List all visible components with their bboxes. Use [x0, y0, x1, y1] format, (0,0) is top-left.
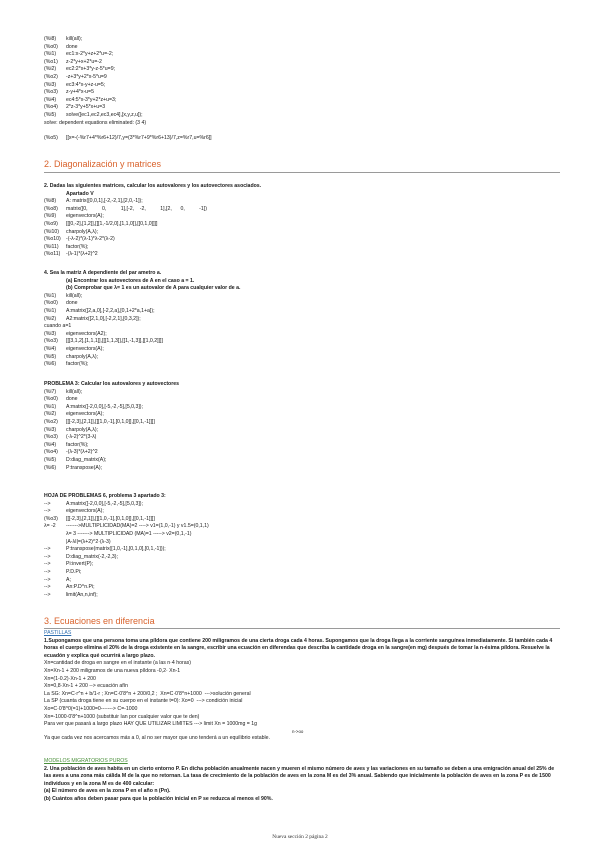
line-tag: (%o2) [44, 418, 58, 425]
maxima-session-4 [44, 389, 564, 473]
pastillas-label: PASTILLAS [44, 630, 72, 636]
code-line [44, 465, 564, 473]
line-tag: (%i6) [44, 464, 57, 471]
line-content: A2:matrix([2,1,0],[-2,2,1],[0,3,2]); [66, 315, 141, 322]
line-content: charpoly(A,λ); [66, 353, 98, 360]
migratory-statement: 2. Una población de aves habita en un cierto entorno P. En dicha población anualmente nacen y mueren el mismo número de aves y las variaciones en su tamaño se deben a una emigración anual del 25% de las aves a una zona más cálida M de la que no retornan. La tasa de crecimiento de la población de aves en la zona M es del 3% anual. Sabiendo que inicialmente la población de aves en la zona P es de 1500 individuos y en la zona M es de 400 calcular: [44, 765, 555, 787]
code-line [44, 539, 564, 547]
code-line [44, 531, 564, 539]
code-line [44, 316, 564, 324]
limit-subscript: n->oo [292, 728, 304, 734]
code-line [44, 501, 564, 509]
line-content: z-y+4*x-u=5 [66, 89, 94, 96]
exercise-4 [44, 270, 564, 369]
solution-line: Para ver que pasará a largo plazo HAY QUE UTILIZAR LIMITES ---> limit Xn = 1000mg = 1g [44, 721, 258, 728]
line-tag: --> [44, 561, 51, 568]
line-content: [[x=-(-%r7+4*%r6+12)/7,y=(3*%r7+9*%r6+13)/7,z=%r7,u=%r6]] [66, 135, 212, 142]
line-content: [[[-2,3],[2,1]],[[[1,0,-1],[0,1,0]],[[0,1,-1]]]] [66, 515, 155, 522]
line-content: eigenvectors(A2); [66, 330, 107, 337]
line-content: Pi:invert(P); [66, 561, 94, 568]
code-line [44, 361, 564, 369]
line-tag: (%i3) [44, 81, 57, 88]
code-line [44, 584, 564, 592]
line-tag: (%i6) [44, 361, 57, 368]
line-tag: (%i4) [44, 345, 57, 352]
line-content: eigenvectors(A); [66, 213, 104, 220]
line-tag: --> [44, 546, 51, 553]
migratory-part-a: (a) El número de aves en la zona P en el año n (Pn). [44, 788, 171, 795]
line-content: kill(all); [66, 388, 83, 395]
line-tag: (%i5) [44, 353, 57, 360]
code-line [44, 561, 564, 569]
section-title-ecuaciones: 3. Ecuaciones en diferencia [44, 616, 155, 626]
code-line [44, 66, 564, 74]
migratory-problem [44, 758, 564, 804]
code-line [44, 82, 564, 90]
line-content: P.D.Pi; [66, 568, 82, 575]
modelos-label: MODELOS MIGRATORIOS PUROS [44, 758, 128, 764]
line-tag: (%i1) [44, 51, 57, 58]
solution-line: Xn=Xn-1 + 200 miligramos de una nueva píldora -0,2· Xn-1 [44, 667, 181, 674]
code-line [44, 206, 564, 214]
line-tag: (%o3) [44, 434, 58, 441]
line-content: [[[-2,3],[2,1]],[[[1,0,-1],[0,1,0]],[[0,1,-1]]]] [66, 418, 155, 425]
line-tag: (%i2) [44, 411, 57, 418]
problem-3 [44, 381, 564, 472]
line-content: eigenvectors(A); [66, 345, 104, 352]
code-line [44, 229, 564, 237]
pastillas-solution [44, 660, 564, 728]
line-tag: --> [44, 584, 51, 591]
code-line [44, 74, 564, 82]
line-content: done [66, 43, 78, 50]
line-content: λ= 3 -------> MULTIPLICIDAD (MA)=1 -----> v2=(0,1,-1) [66, 530, 192, 537]
line-tag: (%i4) [44, 96, 57, 103]
line-tag: (%o2) [44, 73, 58, 80]
line-tag: (%o3) [44, 89, 58, 96]
line-tag: (%i9) [44, 213, 57, 220]
line-tag: --> [44, 500, 51, 507]
line-content: A:matrix([-2,0,0],[-5,-2,-5],[5,0,3]); [66, 500, 143, 507]
code-line [44, 546, 564, 554]
line-tag: (%i10) [44, 228, 59, 235]
code-line [44, 236, 564, 244]
line-tag: --> [44, 553, 51, 560]
line-content: ------->MULTIPLICIDAD(MA)=2 ----> v1=(1,0,-1) y v1.5=(0,1,1) [66, 523, 209, 530]
line-content: eigenvectors(A); [66, 411, 104, 418]
code-line [44, 577, 564, 585]
line-content: |A-λI|=(λ+2)^2·(λ-3) [66, 538, 111, 545]
line-tag: (%o4) [44, 449, 58, 456]
code-line [44, 449, 564, 457]
line-content: (-λ-2)^2*(3-λ) [66, 434, 97, 441]
code-line [44, 221, 564, 229]
code-line [44, 112, 564, 120]
line-tag: (%o9) [44, 220, 58, 227]
line-content: factor(%); [66, 243, 89, 250]
code-line [44, 213, 564, 221]
line-content: charpoly(A,λ); [66, 426, 98, 433]
line-tag: (%i3) [44, 330, 57, 337]
line-tag: --> [44, 591, 51, 598]
line-tag: (%o4) [44, 104, 58, 111]
line-tag: (%o11) [44, 251, 61, 258]
line-content: matrix([0, 0, 1],[-2, -2, 1],[2, 0, -1]) [66, 205, 207, 212]
line-content: -(λ-3)*(λ+2)^2 [66, 449, 98, 456]
line-tag: (%o0) [44, 300, 58, 307]
line-content: done [66, 300, 78, 307]
problem-3-heading: PROBLEMA 3: Calcular los autovalores y autovectores [44, 381, 180, 387]
code-line [44, 89, 564, 97]
line-tag: (%i8) [44, 198, 57, 205]
line-tag: (%o5) [44, 135, 58, 142]
code-line [44, 427, 564, 435]
code-line [44, 244, 564, 252]
code-line [44, 434, 564, 442]
line-tag: (%i5) [44, 456, 57, 463]
section-divider [44, 628, 560, 629]
line-content: -z+3*y+2*x-5*u=9 [66, 73, 107, 80]
case-label: cuando a=1 [44, 323, 72, 330]
line-content: -(λ-1)*(λ+2)^2 [66, 251, 98, 258]
line-content: D:diag_matrix(-2,-2,3); [66, 553, 118, 560]
maxima-session-3 [44, 293, 564, 323]
code-line [44, 523, 564, 531]
line-content: ec1:x-2*y+z+2*u=-2; [66, 51, 114, 58]
code-line [44, 293, 564, 301]
code-line [44, 59, 564, 67]
line-tag: (%o3) [44, 515, 58, 522]
code-line [44, 411, 564, 419]
line-content: kill(all); [66, 36, 83, 42]
exercise-2-heading: 2. Dadas las siguientes matrices, calcular los autovalores y los autovectores asociados. [44, 183, 262, 189]
line-content: limit(An,n,inf); [66, 591, 98, 598]
code-line [44, 516, 564, 524]
line-content: D:diag_matrix(A); [66, 456, 107, 463]
section-title-diagonalizacion: 2. Diagonalización y matrices [44, 159, 162, 169]
code-line [44, 346, 564, 354]
line-content: factor(%); [66, 361, 89, 368]
line-tag: (%i5) [44, 111, 57, 118]
code-line [44, 404, 564, 412]
maxima-session-1 [44, 36, 564, 143]
code-line [44, 442, 564, 450]
line-tag: (%o3) [44, 338, 58, 345]
line-content: An:P.D^n.Pi; [66, 584, 95, 591]
line-content: A:matrix([2,a,0],[-2,2,a],[0,1+2*a,1+a]); [66, 307, 155, 314]
line-content: A; [66, 576, 71, 583]
section-divider [44, 172, 560, 173]
code-line [44, 51, 564, 59]
line-content: solve([ec1,ec2,ec3,ec4],[x,y,z,u]); [66, 111, 143, 118]
line-content: eigenvectors(A); [66, 508, 104, 515]
line-tag: (%i2) [44, 315, 57, 322]
line-tag: (%o1) [44, 58, 58, 65]
line-content: ec4:5*x-3*y+2*z+u=3; [66, 96, 117, 103]
line-content: A:matrix([-2,0,0],[-5,-2,-5],[5,0,3]); [66, 403, 143, 410]
line-tag: (%o10) [44, 236, 61, 243]
code-line [44, 104, 564, 112]
solution-line: La SP (cuanta droga tiene en su cuerpo en el instante t=0): Xo=0 ---> condición inicial [44, 698, 243, 705]
line-content: ec2:2*x+3*y-z-5*u=9; [66, 66, 116, 73]
solve-result [44, 135, 564, 143]
line-content: factor(%); [66, 441, 89, 448]
line-tag: --> [44, 576, 51, 583]
code-line [44, 331, 564, 339]
line-tag: (%i4) [44, 441, 57, 448]
solve-note: solve: dependent equations eliminated: (3 4) [44, 119, 147, 126]
code-line [44, 457, 564, 465]
maxima-session-3b [44, 331, 564, 369]
code-line [44, 44, 564, 52]
line-tag: (%i1) [44, 307, 57, 314]
line-tag: (%o0) [44, 43, 58, 50]
code-line [44, 389, 564, 397]
line-content: charpoly(A,λ); [66, 228, 98, 235]
code-line [44, 97, 564, 105]
line-tag: (%i2) [44, 66, 57, 73]
solution-line: Xn=(1-0.2)·Xn-1 + 200 [44, 675, 96, 682]
code-line [44, 338, 564, 346]
hoja-heading: HOJA DE PROBLEMAS 6, problema 3 apartado 3: [44, 493, 166, 499]
code-line [44, 396, 564, 404]
hoja-problemas-6 [44, 493, 564, 599]
exercise-4-heading: 4. Sea la matriz A dependiente del par ametro a. [44, 270, 162, 276]
line-content: A: matrix([0,0,1],[-2,-2,1],[2,0,-1]); [66, 198, 143, 205]
code-line [44, 36, 564, 44]
pastillas-problem [44, 630, 564, 742]
code-line [44, 308, 564, 316]
solution-line: La SG: Xn=C·r^n + b/1-r ; Xn=C·0'8^n + 200/0,2 ; Xn=C·0'8^n+1000 --->solución general [44, 690, 251, 697]
exercise-4-part-a: (a) Encontrar los autovectores de A en el caso a = 1. [66, 277, 195, 284]
code-line [44, 569, 564, 577]
line-tag: --> [44, 508, 51, 515]
solution-line: Xn=cantidad de droga en sangre en el instante (a las n·4 horas) [44, 660, 191, 667]
line-content: -(-λ-2)*(λ-1)*λ-2*(λ-2) [66, 236, 115, 243]
page-footer: Nueva sección 2 página 2 [272, 834, 328, 840]
exercise-2-subheading: Apartado V [66, 190, 94, 197]
code-line [44, 300, 564, 308]
line-tag: λ= -2 [44, 523, 56, 530]
line-tag: (%i7) [44, 388, 57, 395]
line-tag: --> [44, 568, 51, 575]
line-content: ec3:4*x-y+z-u=5; [66, 81, 106, 88]
exercise-4-part-b: (b) Comprobar que λ= 1 es un autovalor de A para cualquier valor de a. [66, 285, 241, 292]
migratory-part-b: (b) Cuántos años deben pasar para que la población inicial en P se reduzca al menos el 90%. [44, 795, 273, 802]
line-content: done [66, 396, 78, 403]
code-line [44, 354, 564, 362]
solution-line: Xn=-1000·0'8^n+1000 (substituir Ian por cualquier valor que te den) [44, 713, 200, 720]
line-tag: (%i1) [44, 403, 57, 410]
line-tag: (%i3) [44, 426, 57, 433]
line-content: z-2*y+x+2*u=-2 [66, 58, 102, 65]
line-tag: (%i11) [44, 243, 59, 250]
line-tag: (%o0) [44, 396, 58, 403]
line-tag: (%i8) [44, 36, 57, 42]
line-content: P:transpose(A); [66, 464, 103, 471]
pastillas-statement: 1.Supongamos que una persona toma una píldora que contiene 200 miligramos de una cierta droga cada 4 horas. Supongamos que la droga llega a la corriente sanguínea inmediatamente. Si también cada 4 horas el cuerpo elimina el 20% de la droga existente en la sangre, escribir una ecuación en diferendas que describa la cantidade droga en la sangre(en mg) después de tomar la n-ésima píldora. Resuelve la ecuadón y explica qué ocurrirá a largo plazo. [44, 637, 553, 659]
line-content: [[[0,-2],[1,2]],[[[1,-1/2,0],[1,1,0]],[[0,1,0]]]] [66, 220, 158, 227]
code-line [44, 508, 564, 516]
solution-line: Xo=C·0'8^0(=1)+1000=0-------> C=-1000 [44, 705, 138, 712]
pastillas-conclusion: Ya que cada vez nos acercamos más a 0, al no ser mayor que uno tenderá a un equilibrio estable. [44, 734, 270, 741]
solution-line: Xn=0,8·Xn-1 + 200 --> ecuación afín [44, 683, 129, 690]
line-content: P:transpose(matrix([1,0,-1],[0,1,0],[0,1,-1])); [66, 546, 166, 553]
maxima-session-2 [44, 198, 564, 259]
code-line [44, 198, 564, 206]
line-tag: (%o8) [44, 205, 58, 212]
line-tag: (%i1) [44, 292, 57, 299]
line-content: kill(all); [66, 292, 83, 299]
maxima-session-5 [44, 501, 564, 600]
code-line [44, 592, 564, 600]
exercise-2 [44, 183, 564, 259]
line-content: [[[3,1,2],[1,1,1]],[[[1,1,3]],[[1,-1,3]],[[1,0,2]]]] [66, 338, 163, 345]
code-line [44, 251, 564, 259]
code-line [44, 419, 564, 427]
code-line [44, 554, 564, 562]
line-content: 2*z-3*y+5*x+u=3 [66, 104, 106, 111]
